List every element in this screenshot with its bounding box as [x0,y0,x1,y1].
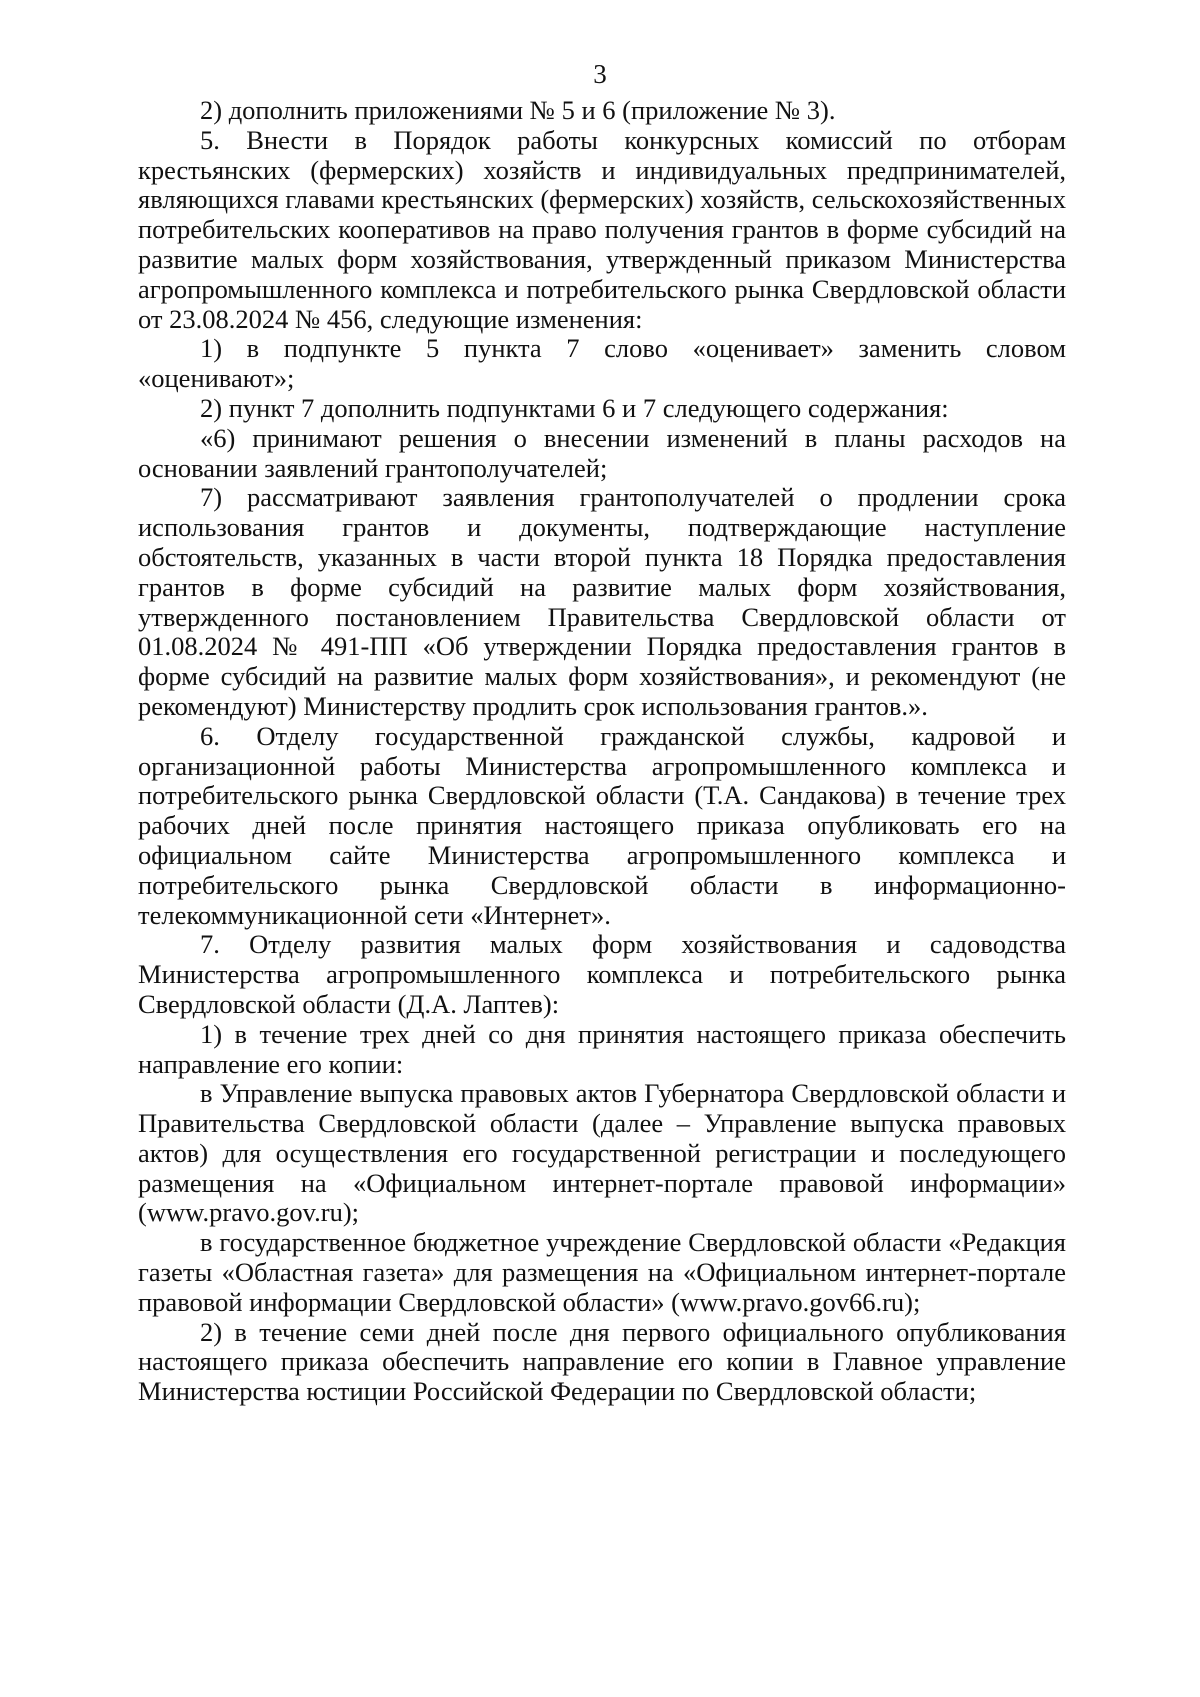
paragraph-clause-7-item-1: 1) в течение трех дней со дня принятия настоящего приказа обеспечить направление его копии: [138,1018,1066,1079]
page-number: 3 [593,59,607,89]
paragraph-newspaper-editorial: в государственное бюджетное учреждение Свердловской области «Редакция газеты «Областная газета» для размещения на «Официальном интернет-портале правовой информации Свердловской области» (www.pravo.gov66.ru); [138,1227,1066,1317]
paragraph-subitem-7: 7) рассматривают заявления грантополучателей о продлении срока использования грантов и документы, подтверждающие наступление обстоятельств, указанных в части второй пункта 18 Порядка предоставления грантов в форме субсидий на развитие малых форм хозяйствования, утвержденного постановлением Правительства Свердловской области от 01.08.2024 № 491-ПП «Об утверждении Порядка предоставления грантов в форме субсидий на развитие малых форм хозяйствования», и рекомендуют (не рекомендуют) Министерству продлить срок использования грантов.». [138,482,1066,721]
paragraph-legal-acts-department: в Управление выпуска правовых актов Губернатора Свердловской области и Правительства Свердловской области (далее – Управление выпуска правовых актов) для осуществления его государственной регистрации и последующего размещения на «Официальном интернет-портале правовой информации» (www.pravo.gov.ru); [138,1078,1066,1228]
paragraph-subitem-6: «6) принимают решения о внесении изменений в планы расходов на основании заявлений грантополучателей; [138,422,1066,483]
paragraph-item-2-subitems: 2) пункт 7 дополнить подпунктами 6 и 7 следующего содержания: [200,392,949,423]
paragraph-clause-6: 6. Отделу государственной гражданской службы, кадровой и организационной работы Министерства агропромышленного комплекса и потребительского рынка Свердловской области (Т.А. Сандакова) в течение трех рабочих дней после принятия настоящего приказа опубликовать его на официальном сайте Министерства агропромышленного комплекса и потребительского рынка Свердловской области в информационно-телекоммуникационной сети «Интернет». [138,720,1066,930]
paragraph-clause-5: 5. Внести в Порядок работы конкурсных комиссий по отборам крестьянских (фермерских) хозяйств и индивидуальных предпринимателей, являющихся главами крестьянских (фермерских) хозяйств, сельскохозяйственных потребительских кооперативов на право получения грантов в форме субсидий на развитие малых форм хозяйствования, утвержденный приказом Министерства агропромышленного комплекса и потребительского рынка Свердловской области от 23.08.2024 № 456, следующие изменения: [138,124,1066,334]
paragraph-clause-7: 7. Отделу развития малых форм хозяйствования и садоводства Министерства агропромышленного комплекса и потребительского рынка Свердловской области (Д.А. Лаптев): [138,929,1066,1019]
document-body [138,96,1066,1407]
paragraph-item-1-word-replace: 1) в подпункте 5 пункта 7 слово «оценивает» заменить словом «оценивают»; [138,333,1066,394]
paragraph-clause-7-item-2: 2) в течение семи дней после дня первого официального опубликования настоящего приказа обеспечить направление его копии в Главное управление Министерства юстиции Российской Федерации по Свердловской области; [138,1316,1066,1407]
paragraph-item-2-appendices: 2) дополнить приложениями № 5 и 6 (приложение № 3). [200,95,836,125]
